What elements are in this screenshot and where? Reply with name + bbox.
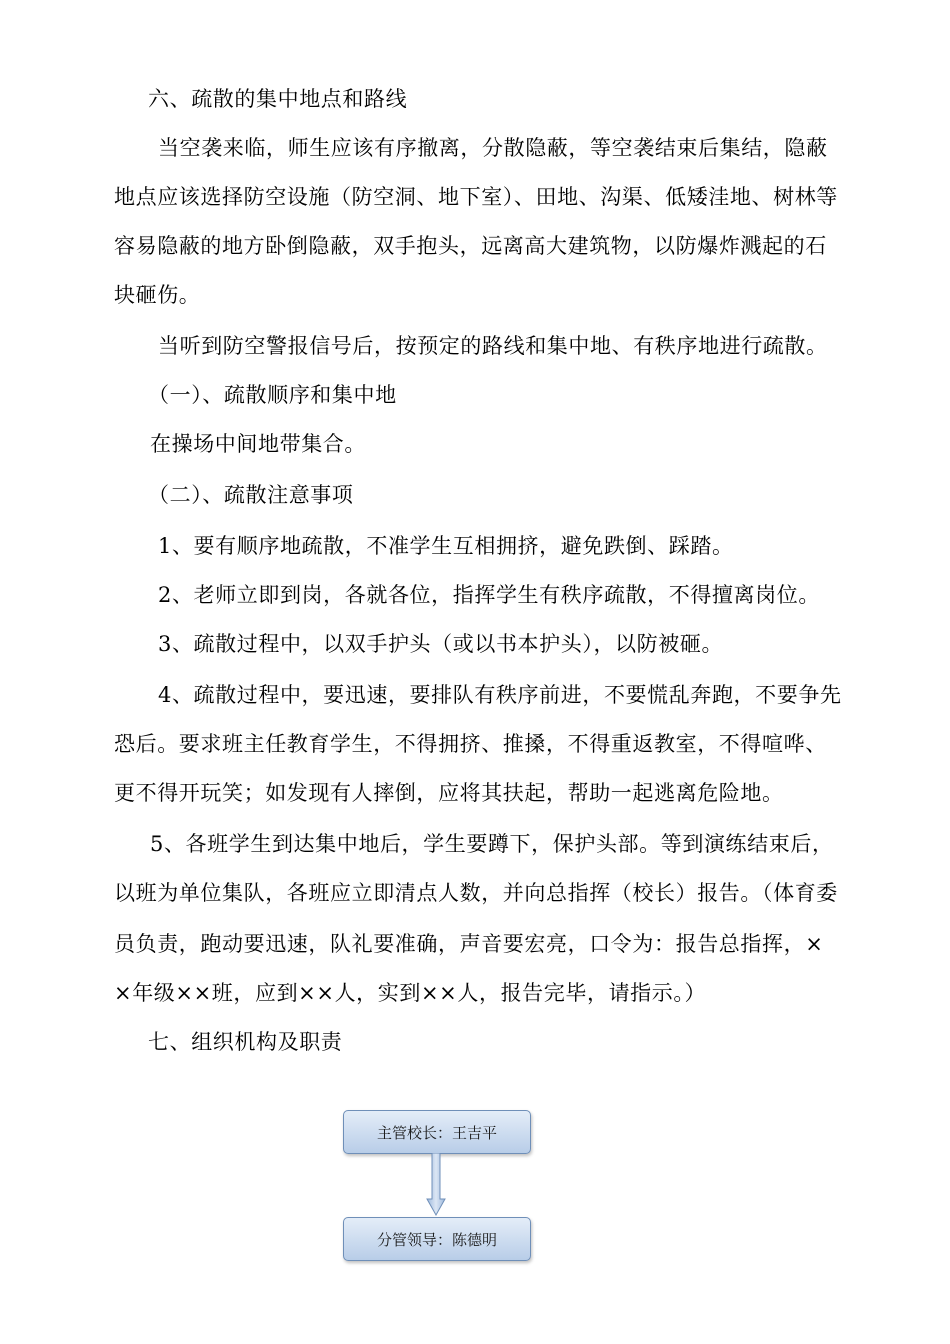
section-heading-6: 六、疏散的集中地点和路线 [148,87,408,111]
paragraph-line: 地点应该选择防空设施（防空洞、地下室）、田地、沟渠、低矮洼地、树林等 [114,185,838,209]
paragraph-line: 以班为单位集队，各班应立即清点人数，并向总指挥（校长）报告。（体育委 [114,881,838,905]
list-item: 3、疏散过程中，以双手护头（或以书本护头），以防被砸。 [158,632,724,656]
paragraph-line: ×年级××班，应到××人，实到××人，报告完毕，请指示。） [114,981,707,1005]
paragraph-line: 当听到防空警报信号后，按预定的路线和集中地、有秩序地进行疏散。 [158,334,828,358]
paragraph-line: 恐后。要求班主任教育学生，不得拥挤、推搡，不得重返教室，不得喧哗、 [114,732,827,756]
subheading-2: （二）、疏散注意事项 [148,483,354,507]
paragraph-line: 容易隐蔽的地方卧倒隐蔽，双手抱头，远离高大建筑物，以防爆炸溅起的石 [114,234,827,258]
list-item: 1、要有顺序地疏散，不准学生互相拥挤，避免跌倒、踩踏。 [158,534,734,558]
paragraph-line: 员负责，跑动要迅速，队礼要准确，声音要宏亮，口令为：报告总指挥，× [114,932,824,956]
list-item: 2、老师立即到岗，各就各位，指挥学生有秩序疏散，不得擅离岗位。 [158,583,820,607]
list-item: 4、疏散过程中，要迅速，要排队有秩序前进，不要慌乱奔跑，不要争先 [158,683,842,707]
paragraph-line: 当空袭来临，师生应该有序撤离，分散隐蔽，等空袭结束后集结，隐蔽 [158,136,828,160]
subheading-1: （一）、疏散顺序和集中地 [148,383,397,407]
paragraph-line: 在操场中间地带集合。 [150,432,366,456]
down-arrow-icon [425,1153,447,1217]
list-item: 5、各班学生到达集中地后，学生要蹲下，保护头部。等到演练结束后， [150,832,834,856]
section-heading-7: 七、组织机构及职责 [148,1030,343,1054]
paragraph-line: 块砸伤。 [114,283,201,307]
org-box-leader: 分管领导：陈德明 [343,1217,531,1261]
paragraph-line: 更不得开玩笑；如发现有人摔倒，应将其扶起，帮助一起逃离危险地。 [114,781,784,805]
org-box-principal: 主管校长：王吉平 [343,1110,531,1154]
